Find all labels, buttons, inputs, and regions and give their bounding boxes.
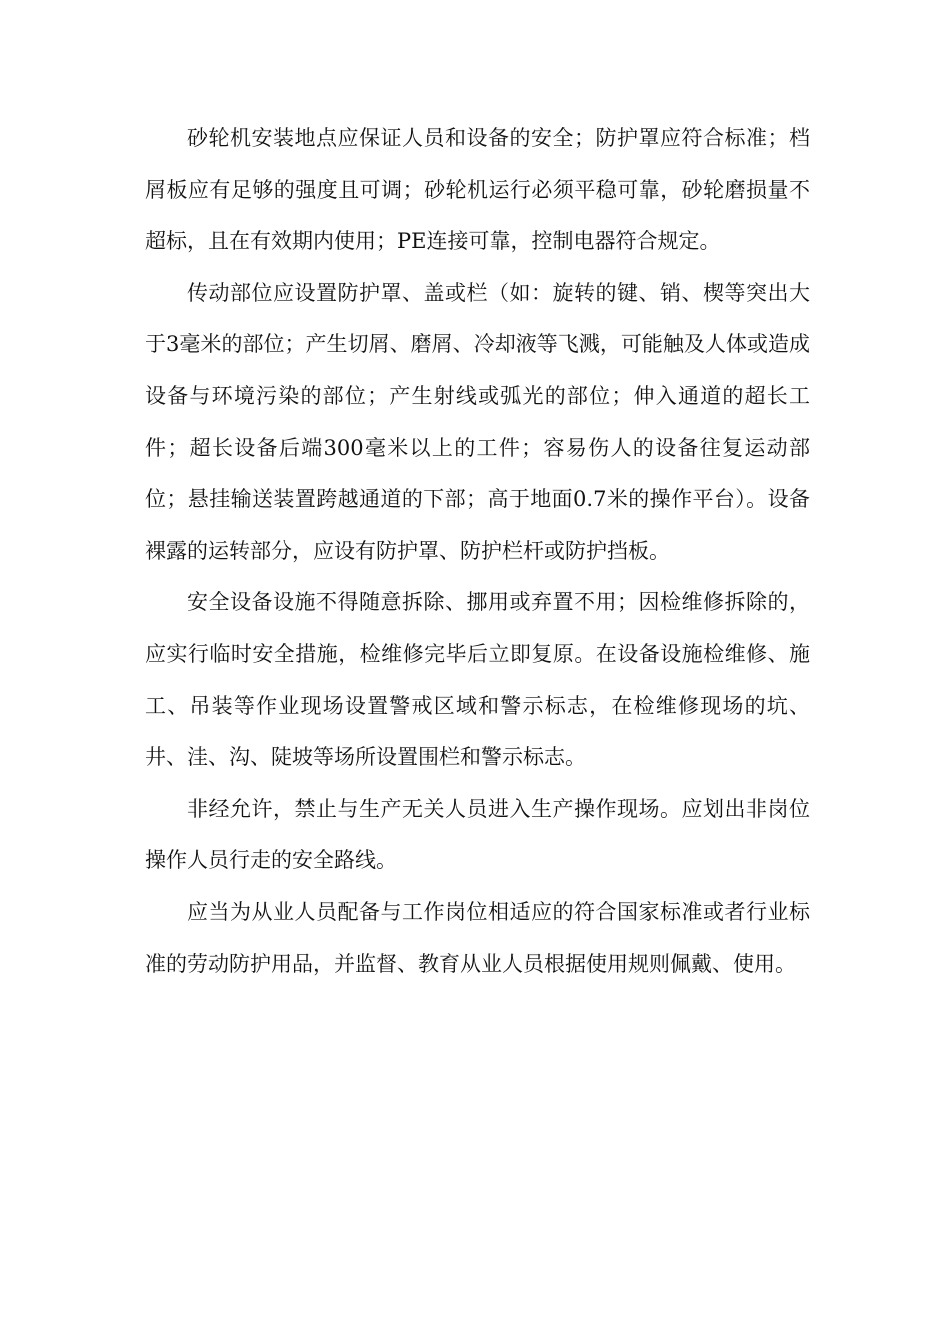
- paragraph-transmission-guards: 传动部位应设置防护罩、盖或栏（如：旋转的键、销、楔等突出大于3毫米的部位；产生切屑、磨屑、冷却液等飞溅，可能触及人体或造成设备与环境污染的部位；产生射线或弧光的部位；伸入通道的超长工件；超长设备后端300毫米以上的工件；容易伤人的设备往复运动部位；悬挂输送装置跨越通道的下部；高于地面0.7米的操作平台）。设备裸露的运转部分，应设有防护罩、防护栏杆或防护挡板。: [145, 280, 810, 563]
- paragraph-access-control: 非经允许，禁止与生产无关人员进入生产操作现场。应划出非岗位操作人员行走的安全路线。: [145, 796, 810, 873]
- paragraph-protective-equipment: 应当为从业人员配备与工作岗位相适应的符合国家标准或者行业标准的劳动防护用品，并监督、教育从业人员根据使用规则佩戴、使用。: [145, 899, 810, 976]
- paragraph-grinder-safety: 砂轮机安装地点应保证人员和设备的安全；防护罩应符合标准；档屑板应有足够的强度且可调；砂轮机运行必须平稳可靠，砂轮磨损量不超标，且在有效期内使用；PE连接可靠，控制电器符合规定。: [145, 126, 810, 254]
- paragraph-safety-facilities: 安全设备设施不得随意拆除、挪用或弃置不用；因检维修拆除的，应实行临时安全措施，检维修完毕后立即复原。在设备设施检维修、施工、吊装等作业现场设置警戒区域和警示标志，在检维修现场的坑、井、洼、沟、陡坡等场所设置围栏和警示标志。: [145, 590, 810, 770]
- document-body: [145, 113, 810, 990]
